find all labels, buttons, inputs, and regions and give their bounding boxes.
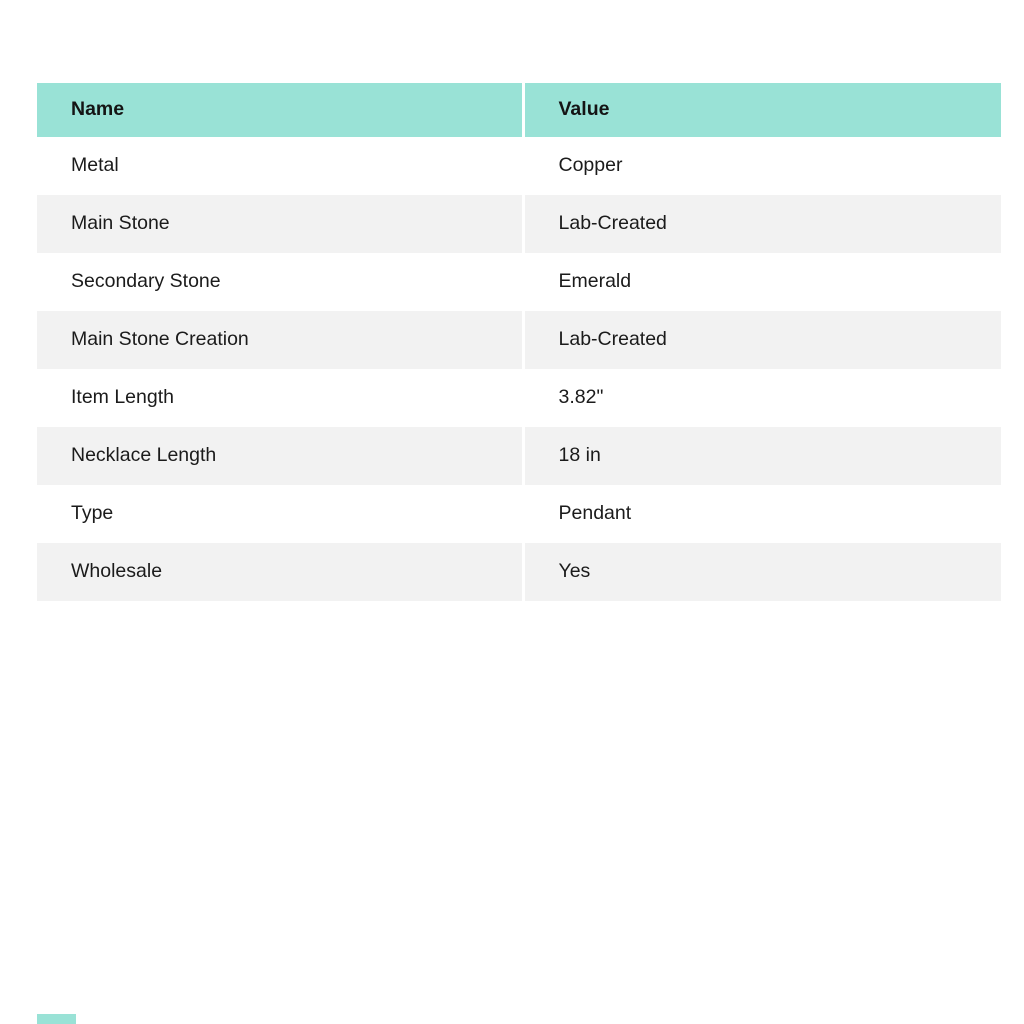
- table-row: [37, 195, 1001, 253]
- header-cell-name: Name: [37, 83, 523, 137]
- attribute-name-cell: Type: [37, 485, 523, 543]
- attribute-value-cell: Copper: [523, 137, 1001, 195]
- table-body: [37, 137, 1001, 601]
- table-row: [37, 485, 1001, 543]
- attribute-name-cell: Metal: [37, 137, 523, 195]
- table-header: [37, 83, 1001, 137]
- attribute-value-cell: Emerald: [523, 253, 1001, 311]
- partial-next-table-header-fragment: [37, 1014, 76, 1024]
- product-attributes-table: [37, 83, 1001, 601]
- table-row: [37, 427, 1001, 485]
- attribute-value-cell: Lab-Created: [523, 311, 1001, 369]
- table-row: [37, 369, 1001, 427]
- attribute-value-cell: Yes: [523, 543, 1001, 601]
- attribute-value-cell: Lab-Created: [523, 195, 1001, 253]
- table-row: [37, 137, 1001, 195]
- attribute-name-cell: Necklace Length: [37, 427, 523, 485]
- attribute-name-cell: Item Length: [37, 369, 523, 427]
- attribute-value-cell: Pendant: [523, 485, 1001, 543]
- table-row: [37, 311, 1001, 369]
- table-row: [37, 543, 1001, 601]
- attribute-name-cell: Main Stone Creation: [37, 311, 523, 369]
- attribute-name-cell: Main Stone: [37, 195, 523, 253]
- header-row: [37, 83, 1001, 137]
- attribute-name-cell: Secondary Stone: [37, 253, 523, 311]
- attribute-value-cell: 18 in: [523, 427, 1001, 485]
- attribute-value-cell: 3.82": [523, 369, 1001, 427]
- header-cell-value: Value: [523, 83, 1001, 137]
- attribute-name-cell: Wholesale: [37, 543, 523, 601]
- table-row: [37, 253, 1001, 311]
